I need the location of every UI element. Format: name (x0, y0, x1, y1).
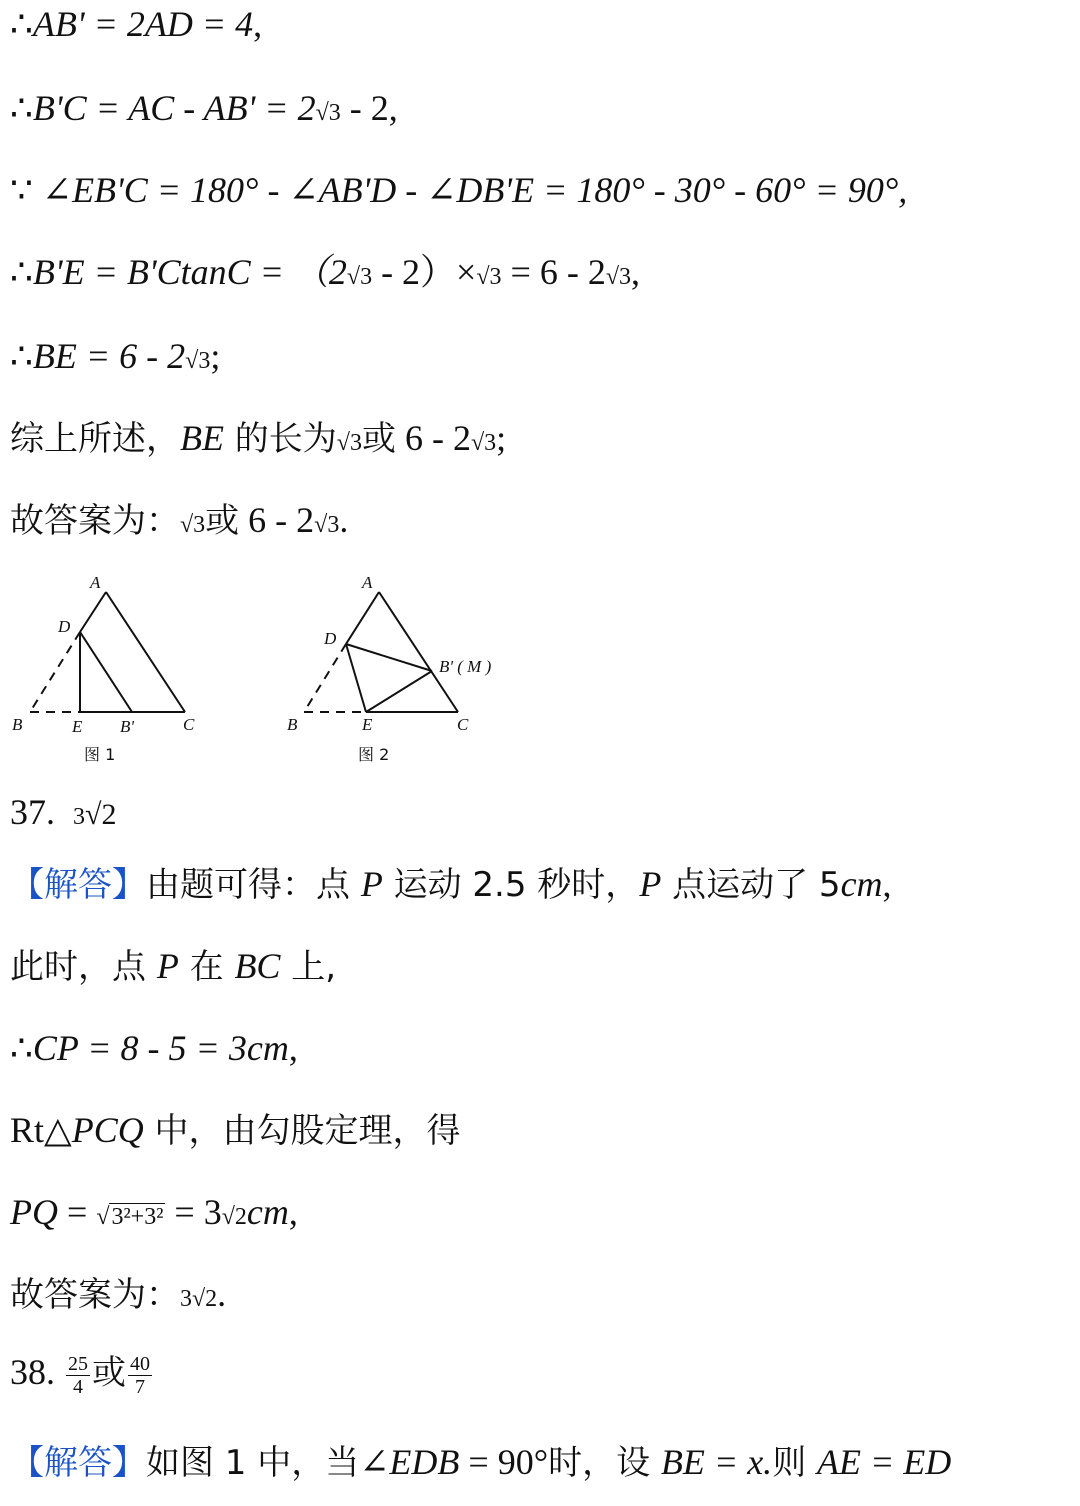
q37-solution-line-4 (10, 1108, 461, 1153)
segment-de (346, 644, 366, 712)
answer-label: 故答案为： (10, 501, 180, 541)
right-triangle-text: Rt△ (10, 1110, 72, 1150)
label-a: A (362, 573, 373, 592)
answer-label: 故答案为： (10, 1275, 180, 1315)
side-ad (346, 592, 379, 644)
segment-bc: BC (234, 946, 281, 986)
radicand: 3²+3² (111, 1204, 164, 1230)
punctuation: , (288, 1028, 298, 1068)
solution-text: 则 (772, 1443, 817, 1483)
sqrt-term: √3 (470, 430, 497, 456)
solution-text: 中，由勾股定理，得 (143, 1111, 461, 1151)
equation: ∠EB'C = 180° - ∠AB'D - ∠DB'E = 180° - 30° - 60° = 90°, (32, 170, 908, 210)
q37-solution-line-2 (10, 944, 336, 989)
equation-tail: = 3 (165, 1192, 222, 1232)
answer-line-36 (10, 498, 348, 547)
label-b-prime-m: B' ( M ) (439, 657, 492, 676)
solution-text: 点运动了 5 (661, 865, 841, 905)
value: 6 - 2 (239, 500, 315, 540)
sqrt-term: √3 (180, 512, 206, 538)
unit: cm (840, 864, 883, 904)
label-c: C (457, 715, 469, 734)
segment-db-prime (80, 632, 132, 712)
triangle-pcq: PCQ (71, 1110, 144, 1150)
side-db-dashed (30, 632, 80, 712)
answer-coefficient: 3 (73, 804, 85, 830)
sqrt-term: √3 (185, 348, 211, 374)
segment-db-prime (346, 644, 432, 671)
solution-line-1 (10, 2, 262, 46)
label-b: B (287, 715, 298, 734)
radical (96, 1203, 165, 1230)
label-d: D (324, 629, 337, 648)
therefore-symbol: ∴ (10, 4, 33, 44)
equation: CP = 8 - 5 = 3 (32, 1028, 247, 1068)
therefore-symbol: ∴ (10, 336, 33, 376)
punctuation: , (288, 1192, 298, 1232)
or-text: 或 (92, 1353, 126, 1393)
sqrt-term: √3 (605, 264, 631, 290)
label-d: D (58, 617, 71, 636)
answer-value: 3√2 (180, 1286, 218, 1312)
or-text: 或 (361, 419, 396, 459)
punctuation: . (339, 500, 349, 540)
segment-pq: PQ (10, 1192, 58, 1232)
q38-solution-line-1 (10, 1440, 951, 1485)
value: 6 - 2 (395, 418, 471, 458)
solution-text: 如图 1 中，当 (146, 1443, 360, 1483)
fraction-40-7 (128, 1353, 152, 1398)
summary-text: 综上所述， (10, 419, 180, 459)
fraction-25-4 (66, 1353, 90, 1398)
numerator: 25 (68, 1353, 88, 1376)
label-b-prime: B' (120, 717, 135, 736)
question-number: 37. (10, 792, 55, 832)
figure-1-caption: 图 1 (84, 745, 116, 764)
sqrt-term: √3 (476, 264, 502, 290)
solution-text: 时，设 (548, 1443, 661, 1483)
label-c: C (183, 715, 195, 734)
side-ac (106, 592, 185, 712)
label-a: A (90, 573, 101, 592)
therefore-symbol: ∴ (10, 88, 33, 128)
question-number: 38. (10, 1352, 55, 1392)
q37-answer-line (10, 1272, 226, 1321)
figure-2-caption: 图 2 (358, 745, 390, 764)
figure-2-labels (287, 573, 492, 764)
q37-solution-line-3 (10, 1026, 298, 1070)
figure-2 (304, 592, 458, 712)
summary-line (10, 416, 506, 465)
geometry-figures (0, 570, 540, 770)
equation: BE = x. (660, 1442, 773, 1482)
equation-tail: - 2, (340, 88, 398, 128)
punctuation: , (253, 4, 263, 44)
sqrt-term: √3 (315, 100, 341, 126)
punctuation: , (882, 864, 892, 904)
equation: AB' = 2AD = 4 (32, 4, 254, 44)
denominator: 4 (73, 1376, 83, 1399)
sqrt-term: √3 (336, 430, 362, 456)
unit: cm (246, 1192, 289, 1232)
sqrt-term: √3 (314, 512, 340, 538)
solution-text: 运动 2.5 秒时， (382, 865, 640, 905)
or-text: 或 (205, 501, 240, 541)
solution-line-5 (10, 334, 220, 383)
punctuation: , (631, 252, 640, 292)
label-b: B (12, 715, 23, 734)
solution-line-2 (10, 86, 398, 135)
solution-line-4 (10, 250, 640, 299)
punctuation: . (217, 1274, 227, 1314)
equation: = 90° (459, 1442, 549, 1482)
because-symbol: ∵ (10, 170, 33, 210)
side-db-dashed (304, 644, 346, 712)
unit: cm (246, 1028, 289, 1068)
punctuation: ; (210, 336, 221, 376)
equation-part-b: - 2）× (372, 252, 477, 292)
solution-line-3 (10, 168, 907, 212)
numerator: 40 (130, 1353, 150, 1376)
label-e: E (72, 717, 83, 736)
solution-tag: 【解答】 (10, 865, 146, 905)
point-p: P (639, 864, 662, 904)
q37-solution-line-5 (10, 1190, 298, 1239)
side-ad (80, 592, 106, 632)
solution-text: 上, (280, 947, 337, 987)
summary-text: 的长为 (223, 419, 337, 459)
equals: = (58, 1192, 97, 1232)
side-ac (379, 592, 458, 712)
point-p: P (360, 864, 383, 904)
question-38-header (10, 1350, 154, 1398)
equation: BE = 6 - 2 (32, 336, 186, 376)
question-37-header (10, 790, 116, 839)
therefore-symbol: ∴ (10, 1028, 33, 1068)
solution-tag: 【解答】 (10, 1443, 146, 1483)
label-e: E (362, 715, 373, 734)
segment-be: BE (180, 418, 224, 458)
answer-sqrt: √2 (85, 798, 117, 831)
therefore-symbol: ∴ (10, 252, 33, 292)
sqrt-term: √2 (221, 1204, 247, 1230)
equation: AE = ED (817, 1442, 952, 1482)
equation-part-c: = 6 - 2 (501, 252, 606, 292)
figure-1 (30, 592, 185, 712)
equation-part-a: B'E = B'CtanC = （2 (32, 252, 347, 292)
q37-solution-line-1 (10, 862, 892, 907)
equation: B'C = AC - AB' = 2 (32, 88, 316, 128)
angle-edb: ∠EDB (359, 1442, 460, 1482)
solution-text: 在 (178, 947, 235, 987)
point-p: P (156, 946, 179, 986)
denominator: 7 (135, 1376, 145, 1399)
segment-eb-prime (366, 671, 432, 712)
punctuation: ; (496, 418, 507, 458)
radical-sign: √ (96, 1204, 110, 1230)
solution-text: 此时，点 (10, 947, 157, 987)
solution-text: 由题可得：点 (146, 865, 361, 905)
sqrt-term: √3 (346, 264, 373, 290)
